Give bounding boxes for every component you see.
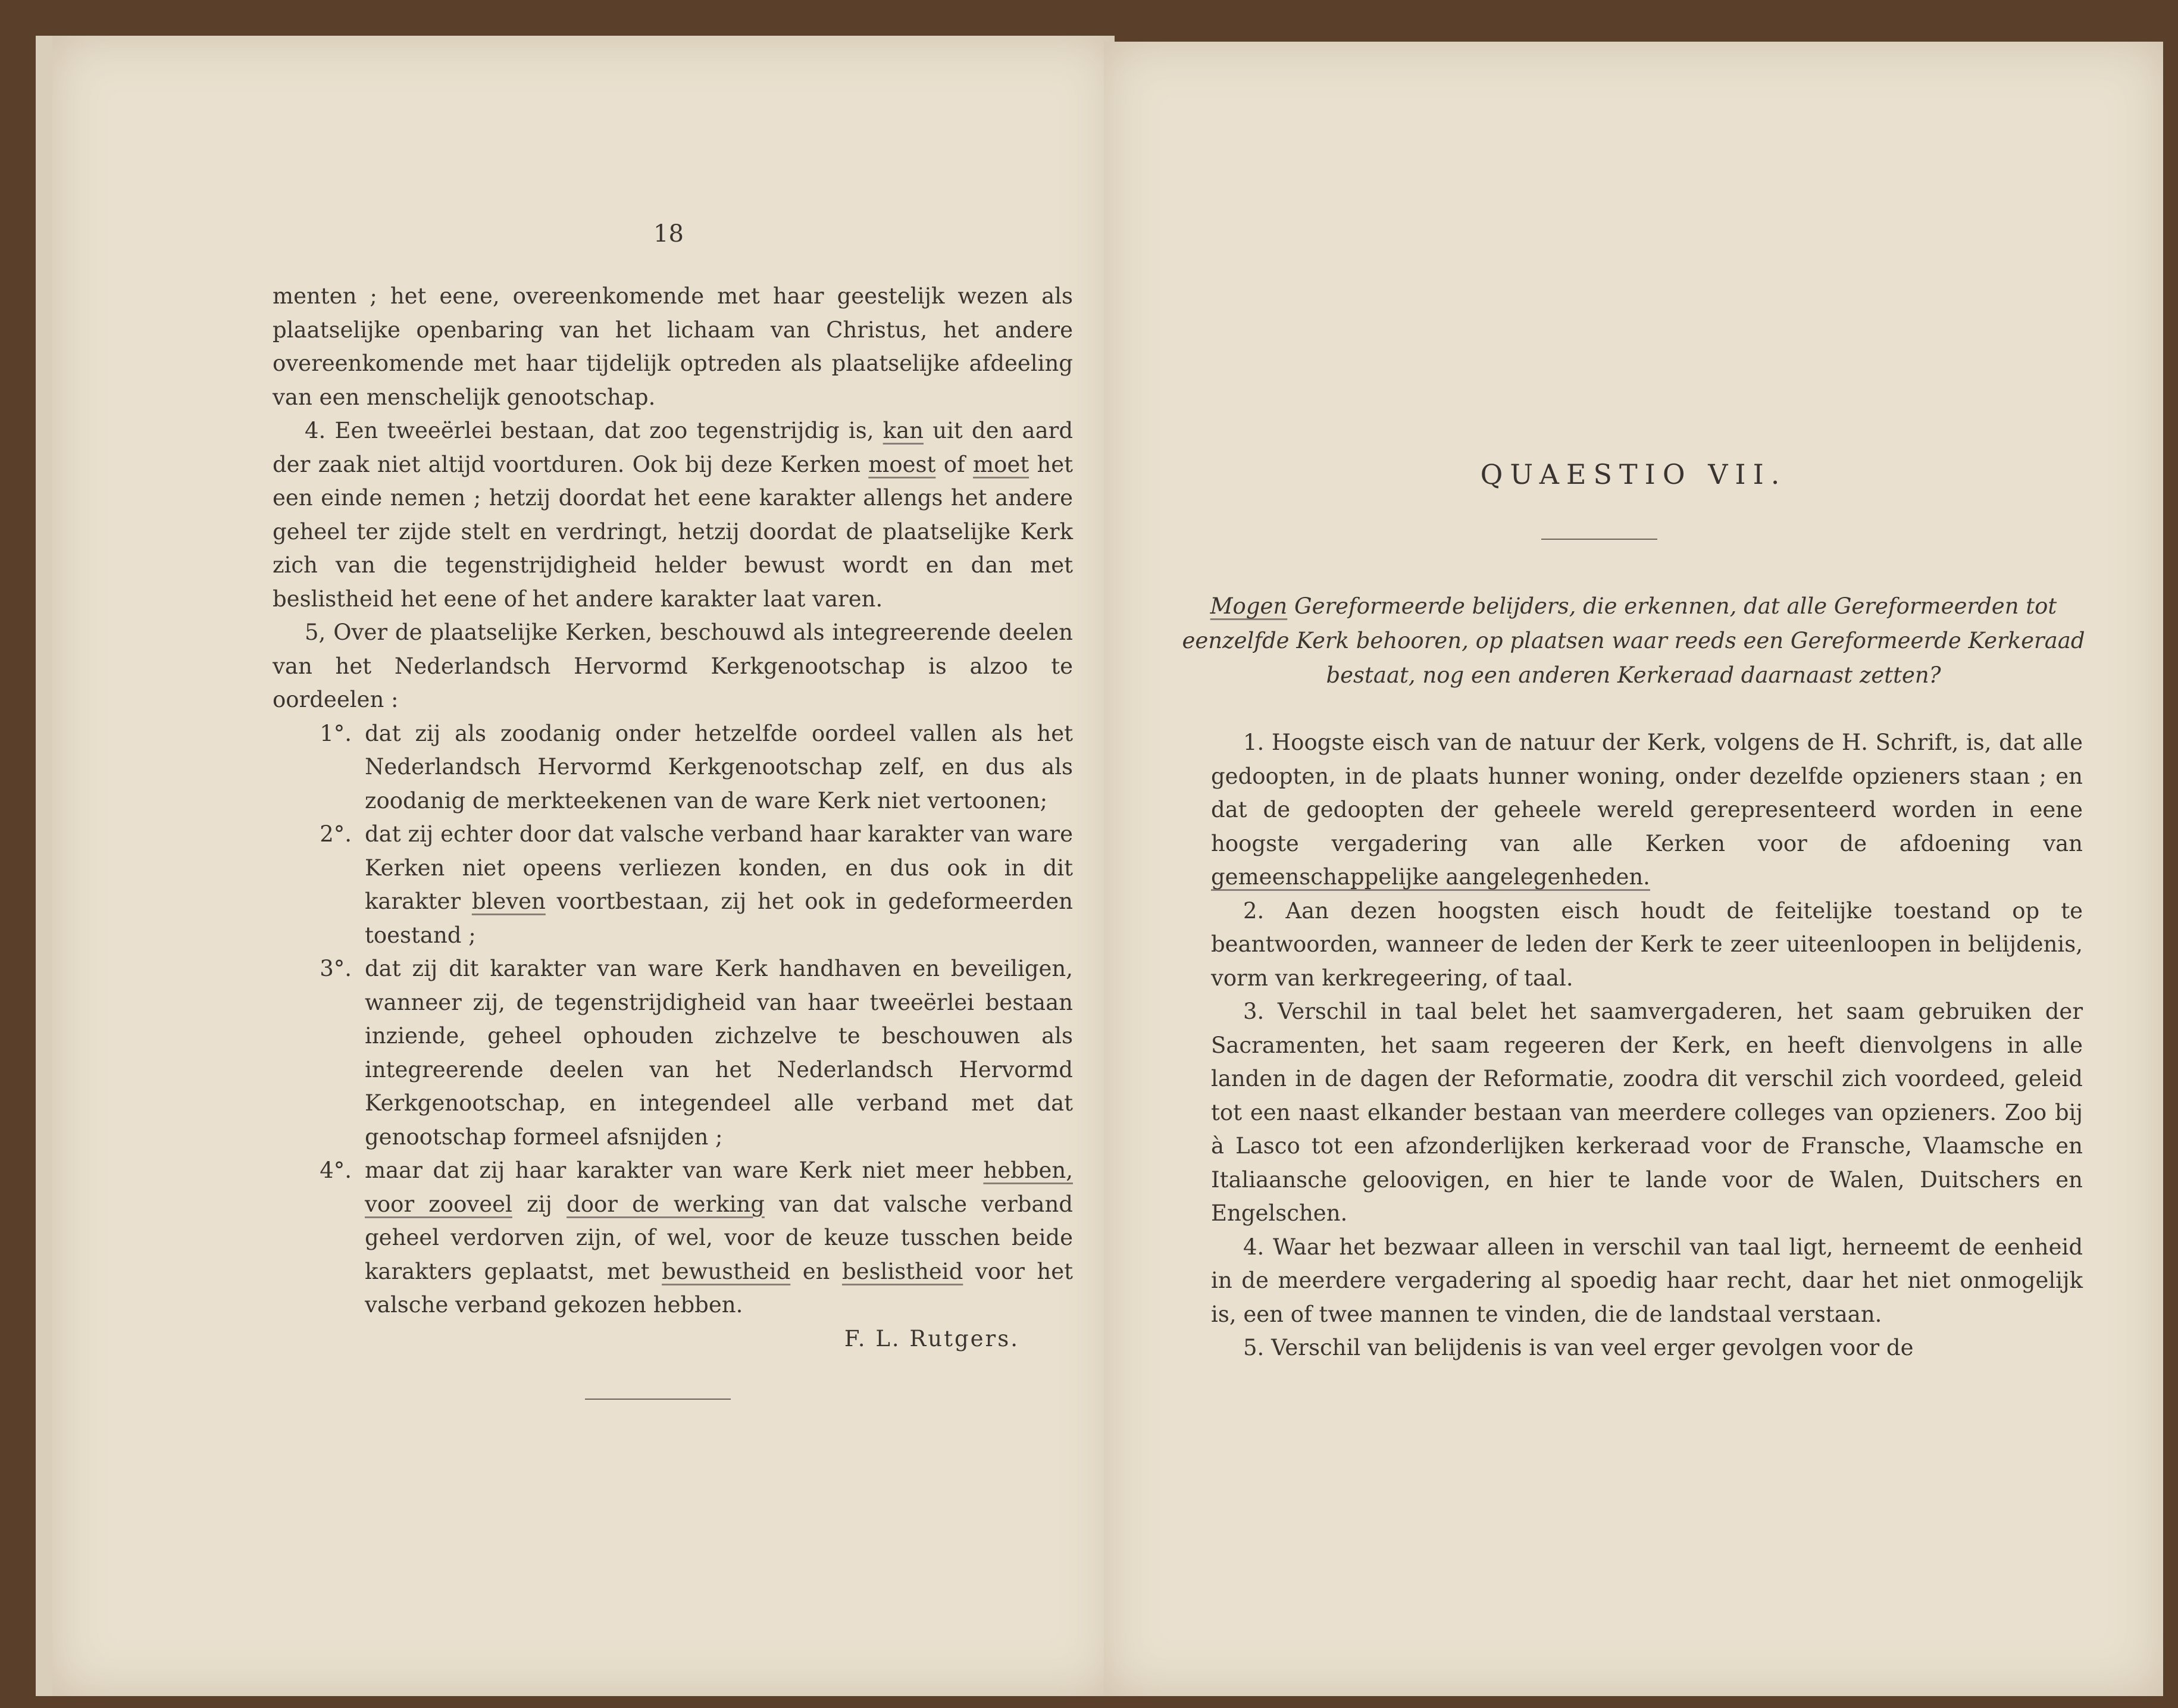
paragraph-2: 2. Aan dezen hoogsten eisch houdt de feitelijke toestand op te beantwoorden, wanneer de leden der Kerk te zeer uiteenloopen in belijdenis, vorm van kerkregeering, of taal. bbox=[1211, 897, 2083, 991]
list-text bbox=[365, 818, 1073, 952]
underlined-word: Mogen bbox=[1210, 593, 1288, 619]
text: voortbestaan, zij het ook in gedeformeerden toestand ; bbox=[365, 889, 1074, 948]
underlined-word: moest bbox=[868, 451, 936, 477]
text: van dat valsche verband geheel verdorven zijn, of wel, voor de keuze tusschen beide karakters geplaatst, met bbox=[365, 1191, 1073, 1284]
list-item-4 bbox=[273, 1154, 1073, 1322]
underlined-word: door de werking bbox=[567, 1191, 765, 1217]
list-number: 1°. bbox=[320, 720, 352, 746]
text: 4. Een tweeërlei bestaan, dat zoo tegenstrijdig is, bbox=[305, 418, 874, 443]
question-text bbox=[1163, 589, 2104, 693]
underlined-word: beslistheid bbox=[841, 1258, 963, 1284]
list-text bbox=[365, 1154, 1073, 1322]
text: uit den aard der zaak niet altijd voortduren. Ook bij deze Kerken bbox=[273, 418, 1074, 477]
page-number: 18 bbox=[653, 220, 684, 248]
text: het een einde nemen ; hetzij doordat het eene karakter allengs het andere geheel ter zijde stelt en verdringt, hetzij doordat de plaatselijke Kerk zich van die tegenstrijdigheid helder bewust wordt en dan met beslistheid het eene of het andere karakter laat varen. bbox=[273, 451, 1074, 612]
list-item-3 bbox=[273, 952, 1073, 1154]
left-page-text bbox=[273, 280, 1073, 1356]
text: dat zij echter door dat valsche verband haar karakter van ware Kerken niet opeens verliezen konden, en dus ook in dit karakter bbox=[365, 821, 1073, 914]
paragraph-4 bbox=[273, 414, 1073, 616]
text: maar dat zij haar karakter van ware Kerk niet meer bbox=[365, 1158, 973, 1183]
list-number: 2°. bbox=[320, 821, 352, 847]
underlined-word: moet bbox=[972, 451, 1029, 477]
author-signature: F. L. Rutgers. bbox=[844, 1325, 1019, 1352]
section-title: QUAESTIO VII. bbox=[1480, 458, 1787, 490]
text: of bbox=[943, 451, 965, 477]
list-item-1 bbox=[273, 717, 1073, 818]
text: 1. Hoogste eisch van de natuur der Kerk, volgens de H. Schrift, is, dat alle gedoopten, in de plaats hunner woning, onder dezelfde opzieners staan ; en dat de gedoopten der geheele wereld gerepresenteerd worden in eene hoogste vergadering van alle Kerken voor de afdoening van bbox=[1211, 730, 2083, 856]
opening-paragraph: menten ; het eene, overeenkomende met haar geestelijk wezen als plaatselijke openbaring van het lichaam van Christus, het andere overeenkomende met haar tijdelijk optreden als plaatselijke afdeeling van een menschelijk genootschap. bbox=[273, 283, 1073, 410]
end-rule bbox=[585, 1399, 731, 1400]
paragraph-4: 4. Waar het bezwaar alleen in verschil van taal ligt, herneemt de eenheid in de meerdere vergadering al spoedig haar recht, daar het niet onmogelijk is, een of twee mannen te vinden, die de landstaal verstaan. bbox=[1211, 1234, 2083, 1327]
paragraph-5: 5, Over de plaatselijke Kerken, beschouwd als integreerende deelen van het Nederlandsch Hervormd Kerkgenootschap is alzoo te oordeelen : bbox=[273, 620, 1073, 712]
list-item-2 bbox=[273, 818, 1073, 952]
list-number: 3°. bbox=[320, 956, 352, 981]
list-text: dat zij als zoodanig onder hetzelfde oordeel vallen als het Nederlandsch Hervormd Kerkgenootschap zelf, en dus als zoodanig de merkteekenen van de ware Kerk niet vertoonen; bbox=[365, 720, 1073, 814]
list-number: 4°. bbox=[320, 1158, 352, 1183]
underlined-phrase: gemeenschappelijke aangelegenheden. bbox=[1211, 864, 1650, 890]
left-page bbox=[36, 36, 1115, 1696]
text: zij bbox=[527, 1191, 552, 1217]
paragraph-1 bbox=[1211, 726, 2083, 894]
right-page bbox=[1104, 42, 2163, 1696]
paragraph-5: 5. Verschil van belijdenis is van veel erger gevolgen voor de bbox=[1243, 1335, 1914, 1360]
title-rule bbox=[1541, 539, 1657, 540]
paragraph-3: 3. Verschil in taal belet het saamvergaderen, het saam gebruiken der Sacramenten, het saam regeeren der Kerk, en heeft dienvolgens in alle landen in de dagen der Reformatie, zoodra dit verschil zich voordeed, geleid tot een naast elkander bestaan van meerdere colleges van opzieners. Zoo bij à Lasco tot een afzonderlijken kerkeraad voor de Fransche, Vlaamsche en Italiaansche geloovigen, en hier te lande voor de Walen, Duitschers en Engelschen. bbox=[1211, 999, 2083, 1226]
underlined-word: bleven bbox=[471, 889, 546, 914]
right-page-text bbox=[1211, 726, 2083, 1365]
text: Gereformeerde belijders, die erkennen, dat alle Gereformeerden tot eenzelfde Kerk behooren, op plaatsen waar reeds een Gereformeerde Kerkeraad bestaat, nog een anderen Kerkeraad daarnaast zetten? bbox=[1182, 593, 2085, 688]
underlined-word: bewustheid bbox=[662, 1258, 791, 1284]
underlined-word: hebben, voor zooveel bbox=[365, 1158, 1073, 1217]
list-text: dat zij dit karakter van ware Kerk handhaven en beveiligen, wanneer zij, de tegenstrijdigheid van haar tweeërlei bestaan inziende, geheel ophouden zichzelve te beschouwen als integreerende deelen van het Nederlandsch Hervormd Kerkgenootschap, en integendeel alle verband met dat genootschap formeel afsnijden ; bbox=[365, 956, 1073, 1150]
underlined-word: kan bbox=[883, 418, 924, 443]
text: voor het valsche verband gekozen hebben. bbox=[365, 1258, 1074, 1318]
text: en bbox=[802, 1258, 830, 1284]
